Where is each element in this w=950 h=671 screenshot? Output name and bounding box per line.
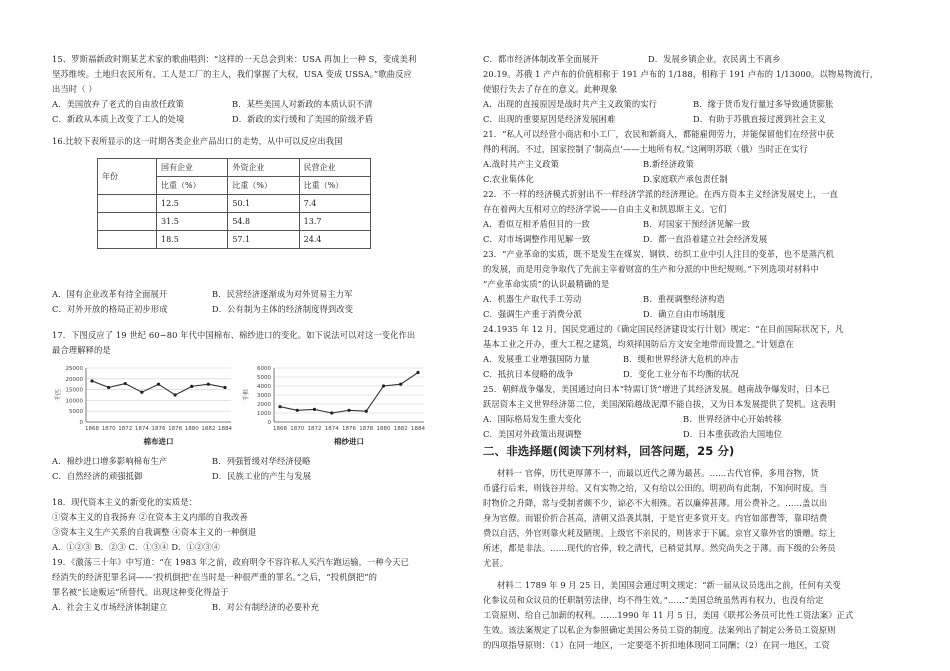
y-tick-label: 0 [79, 420, 83, 426]
x-tick-label: 1884 [411, 426, 425, 432]
y-tick-label: 1000 [257, 411, 271, 417]
x-tick-label: 1870 [101, 426, 116, 432]
y-tick-label: 4000 [257, 384, 271, 390]
data-point [399, 383, 402, 386]
y-tick-label: 10000 [65, 398, 83, 405]
q20-option-c: C．出现的重要原因是经济发展困难 [483, 114, 616, 124]
table-cell: 7.4 [299, 195, 370, 213]
q16-option-b: B．民营经济逐渐成为对外贸易主力军 [212, 289, 353, 299]
q21-option-c: C.农业集体化 [483, 174, 534, 184]
x-tick-label: 1882 [393, 426, 408, 432]
table-year-header: 年份 [98, 159, 157, 195]
q15-line1: 15、罗斯福新政时期某艺术家的歌曲唱到：“这样的一天总会到来：USA 再加上一种 S，变成美利 [52, 54, 417, 64]
table-subheader: 比重（%） [299, 177, 370, 195]
q19-line2: 经消失的经济犯罪名词——‘投机倒把’在当时是一种很严重的罪名。”之后，“投机倒把”的 [52, 572, 378, 582]
table-cell: 50.1 [228, 195, 299, 213]
data-point [207, 383, 210, 386]
data-point [296, 409, 299, 412]
data-point [90, 379, 93, 382]
x-tick-label: 1878 [359, 426, 374, 432]
q16-option-c: C．对外开放的格局正初步形成 [52, 304, 168, 314]
q18-options: A．①②③ B．②③ C．①③④ D．①②③④ [52, 542, 221, 552]
table-cell: 18.5 [157, 231, 228, 249]
q21-line2: 得的利润。不过，国家控制了‘制高点’——土地所有权。”这阐明苏联（俄）当时正在实行 [483, 144, 808, 154]
series-line [280, 373, 418, 414]
q23-line1: 23．“产业革命的实质，既不是发生在煤炭、钢铁、纺织工业中引人注目的变革，也不是蒸汽机 [483, 249, 834, 259]
material2-line2: 化参议员和众议员的任职制劳法律，均不得生效。”……“美国总统虽然再有权力，也没有给定 [483, 595, 824, 605]
q21-line1: 21．“私人可以经营小商店和小工厂，农民和新商人，都能雇佣劳力，并能保留他们在经营中获 [483, 129, 834, 139]
x-tick-label: 1870 [290, 426, 305, 432]
q25-line1: 25．朝鲜战争爆发，美国通过向日本“特需订货”增进了其经济发展。越南战争爆发时，日本已 [483, 384, 830, 394]
table-row [98, 195, 371, 213]
q24-option-a: A．发展重工业增强国防力量 [483, 354, 590, 364]
data-point [330, 411, 333, 414]
q20-option-b: B．缘于货币发行量过多导致通货膨胀 [693, 99, 834, 109]
table-row [98, 213, 371, 231]
q21-option-d: D.家庭联产承包责任制 [643, 174, 728, 184]
material1-line6: 所述，都是非法。……现代的官俸，较之清代，已稍觉其厚。然究尚失之于薄。而下级的公务员 [483, 543, 836, 553]
q15-option-d: D．新政的实行缓和了美国的阶级矛盾 [232, 114, 374, 124]
q17-line2: 最合理解释的是 [52, 345, 111, 355]
x-tick-label: 1872 [307, 426, 322, 432]
q22-option-d: D．都一直沿着建立社会经济发展 [643, 234, 768, 244]
material2-line5: 的四项指导原则：（1）在同一地区，一定要毫不折扣地体现同工同酬；（2）在同一地区，工资 [483, 640, 830, 650]
data-point [157, 383, 160, 386]
q17-option-a: A．棉纱进口增多影响棉布生产 [52, 456, 168, 466]
q25-option-a: A．国际格局发生重大变化 [483, 414, 582, 424]
data-point [416, 371, 419, 374]
cloth-import-chart [52, 360, 237, 452]
q25-option-b: B．世界经济中心开始转移 [683, 414, 782, 424]
chart-title: 棉布进口 [143, 437, 174, 446]
q22-line1: 22．不一样的经济模式折射出不一样经济学派的经济理论。在西方资本主义经济发展史上，一直 [483, 189, 839, 199]
q23-option-a: A．机器生产取代手工劳动 [483, 294, 582, 304]
material1-line4: 身为官僚。而银价折合甚高，清朝又沿袭其制，于是官吏多赏开支。内官如部曹等，靠印结费 [483, 513, 828, 523]
q25-option-c: C．美国对外政策出现调整 [483, 429, 582, 439]
x-tick-label: 1880 [184, 426, 199, 432]
q24-line2: 基本工业之开办，重大工程之建筑，均须择国防后方文安全地带而设置之。”计划意在 [483, 339, 794, 349]
q16-option-a: A．国有企业改革有待全面展开 [52, 289, 168, 299]
x-tick-label: 1872 [118, 426, 133, 432]
q15-option-b: B．某些美国人对新政的本质认识不清 [232, 99, 373, 109]
q17-line1: 17．下图反应了 19 世纪 60∽80 年代中国棉布、棉纱进口的变化。如下说法可以对这一变化作出 [52, 330, 416, 340]
y-tick-label: 3000 [257, 393, 271, 399]
q15-line2: 坚苏维埃。土地归农民所有，工人是工厂的主人，我们掌握了大权，USA 变成 USSA。”歌曲反应 [52, 69, 412, 79]
q18-items-2: ③资本主义生产关系的自我调整 ④资本主义的一种倒退 [52, 527, 257, 537]
q23-line2: 的发展，而是用竞争取代了先前主宰着财富的生产和分派的中世纪规则。”下列选项对材料中 [483, 264, 820, 274]
x-tick-label: 1882 [201, 426, 216, 432]
q16-export-table [97, 158, 371, 249]
q22-option-a: A．看似互相矛盾但目的一致 [483, 219, 590, 229]
x-tick-label: 1876 [342, 426, 356, 432]
data-point [140, 391, 143, 394]
q19-option-c: C．都市经济体制改革全面展开 [483, 54, 599, 64]
q19-option-d: D．发展乡镇企业，农民离土不离乡 [648, 54, 781, 64]
table-row [98, 231, 371, 249]
q22-option-c: C．对市场调整作用见解一致 [483, 234, 591, 244]
q21-option-a: A.战时共产主义政策 [483, 159, 560, 169]
q20-line2: 使银行失去了存在的意义。此种现象 [483, 84, 618, 94]
section-heading: 二、非选择题(阅读下列材料，回答问题，25 分) [483, 444, 735, 458]
y-tick-label: 2000 [257, 402, 271, 408]
material1-line1: 材料一 官俸，历代更厚薄不一，而最以近代之薄为最甚。……古代官俸，多用谷物，货 [497, 468, 819, 478]
y-axis-label: 千担 [243, 388, 250, 402]
y-tick-label: 5000 [69, 409, 83, 416]
material2-line4: 生效。该法案规定了以私企为参照确定美国公务员工资的制度。法案列出了制定公务员工资原则 [483, 625, 836, 635]
q18-stem: 18．现代资本主义的新变化的实质是： [52, 497, 198, 507]
table-cell: 24.4 [299, 231, 370, 249]
q15-line3: 出当时（ ） [52, 84, 97, 94]
q19-line3: 罪名被“长途贩运”所替代。出现这种变化得益于 [52, 587, 229, 597]
y-tick-label: 6000 [257, 366, 271, 372]
q23-option-b: B．重视调整经济构造 [643, 294, 725, 304]
q18-items-1: ①资本主义的自我扬弃 ②在资本主义内部的自我改善 [52, 512, 248, 522]
y-axis-label: 千匹 [55, 388, 62, 402]
q24-line1: 24.1935 年 12 月，国民党通过的《确定国民经济建设实行计划》规定：“在目前国际状况下，凡 [483, 324, 844, 334]
x-tick-label: 1874 [134, 426, 149, 432]
table-subheader: 比重（%） [157, 177, 228, 195]
q19-line1: 19．《激荡三十年》中写道：“在 1983 年之前，政府明令不容许私人买汽车跑运输，一种今天已 [52, 557, 410, 567]
q24-option-b: B．缓和世界经济大危机的冲击 [623, 354, 739, 364]
q17-option-b: B．列强暂缓对华经济侵略 [212, 456, 311, 466]
x-tick-label: 1868 [273, 426, 287, 432]
x-tick-label: 1878 [168, 426, 183, 432]
x-tick-label: 1884 [218, 426, 232, 432]
table-cell: 31.5 [157, 213, 228, 231]
data-point [278, 405, 281, 408]
data-point [347, 409, 350, 412]
q24-option-d: D．变化工业分布不均衡的状况 [623, 369, 739, 379]
q20-option-a: A．出现的直接原因是战时共产主义政策的实行 [483, 99, 658, 109]
yarn-import-chart [240, 360, 430, 452]
material2-line3: 工资原则、给自己加薪的权利。……1990 年 11 月 5 日，美国《联邦公务员可比性工资法案》正式 [483, 610, 854, 620]
material2-line1: 材料二 1789 年 9 月 25 日，美国国会通过明文规定：“新一届从议员选出之前，任何有关变 [497, 580, 841, 590]
q16-option-d: D．公有制为主体的经济制度得到改变 [212, 304, 354, 314]
q25-line2: 跃居资本主义世界经济第二位，美国深陷越战泥潭不能自拔，又为日本发展提供了契机。这表明 [483, 399, 836, 409]
q15-option-a: A．美国放弃了老式的自由放任政策 [52, 99, 185, 109]
material1-line7: 尤甚。 [483, 558, 509, 568]
q25-option-d: D．日本重获政治大国地位 [683, 429, 783, 439]
material1-line5: 费以自活，外官则靠火耗及陋规。上级官不亲民的，则皆求于下属。京官又靠外官的馈赠。综上 [483, 528, 836, 538]
y-tick-label: 0 [267, 420, 271, 426]
q22-line2: 存在着两大互相对立的经济学说——自由主义和凯恩斯主义。它们 [483, 204, 727, 214]
material1-line3: 时物价之升降，常与受制者颇不少，谅必不大相殊。若以廉俸甚薄。用公费补之。……盖以出 [483, 498, 828, 508]
q23-line3: “产业革命实质”的认识最精确的是 [483, 279, 610, 289]
y-tick-label: 25000 [65, 366, 83, 372]
q20-line1: 20.19。苏俄 1 产卢布的价值相称于 191 卢布的 1/188，相称于 191 卢布的 1/13000。以物易物流行， [483, 69, 879, 79]
q21-option-b: B.新经济政策 [643, 159, 694, 169]
table-cell: 57.1 [228, 231, 299, 249]
y-tick-label: 20000 [65, 376, 83, 383]
data-point [174, 393, 177, 396]
q23-option-d: D．确立自由市场制度 [643, 309, 726, 319]
data-point [382, 384, 385, 387]
q23-option-c: C．强调生产重于消费分派 [483, 309, 582, 319]
data-point [313, 408, 316, 411]
q19-option-b: B．对公有制经济的必要补充 [212, 602, 319, 612]
q19-option-a: A．社会主义市场经济体制建立 [52, 602, 168, 612]
x-tick-label: 1876 [151, 426, 166, 432]
q20-option-d: D．有助于苏俄直接过渡到社会主义 [693, 114, 826, 124]
q22-option-b: B．对国家干预经济见解一致 [643, 219, 750, 229]
data-point [190, 385, 193, 388]
y-tick-label: 15000 [65, 387, 83, 394]
material1-line2: 币盛行后来，则钱谷并给。又有实物之给，又有给以公田的。明初尚有此制，不知何时废。当 [483, 483, 828, 493]
table-subheader: 比重（%） [228, 177, 299, 195]
q24-option-c: C．抵抗日本侵略的战争 [483, 369, 574, 379]
x-tick-label: 1874 [324, 426, 339, 432]
q15-option-c: C．新政从本质上改变了工人的处境 [52, 114, 185, 124]
data-point [365, 410, 368, 413]
q17-option-c: C．自然经济的顽强抵御 [52, 471, 143, 481]
q16-stem: 16.比较下表所显示的这一时期各类企业产品出口的走势，从中可以反应出我国 [52, 136, 343, 146]
table-cell: 12.5 [157, 195, 228, 213]
data-point [124, 382, 127, 385]
table-cell: 13.7 [299, 213, 370, 231]
table-header-private: 民营企业 [299, 159, 370, 177]
x-tick-label: 1880 [376, 426, 391, 432]
table-header-state: 国有企业 [157, 159, 228, 177]
table-cell: 54.8 [228, 213, 299, 231]
q17-option-d: D．民族工业的产生与发展 [212, 471, 312, 481]
data-point [107, 386, 110, 389]
y-tick-label: 5000 [257, 375, 271, 381]
data-point [223, 386, 226, 389]
table-header-foreign: 外资企业 [228, 159, 299, 177]
x-tick-label: 1868 [85, 426, 99, 432]
chart-title: 棉纱进口 [334, 437, 364, 446]
